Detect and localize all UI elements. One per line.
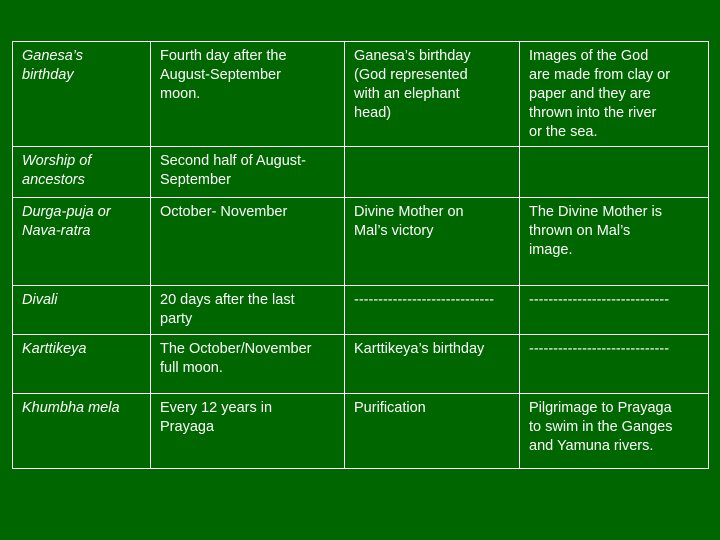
festival-name-cell: Worship of ancestors — [13, 147, 151, 198]
festival-name-cell: Karttikeya — [13, 335, 151, 394]
festival-name-cell: Ganesa’s birthday — [13, 42, 151, 147]
date-cell: 20 days after the last party — [151, 286, 345, 335]
custom-cell: ----------------------------- — [520, 335, 709, 394]
date-cell: Second half of August- September — [151, 147, 345, 198]
festivals-table — [12, 41, 709, 469]
festival-name-cell: Khumbha mela — [13, 394, 151, 469]
meaning-cell: Ganesa’s birthday (God represented with an elephant head) — [345, 42, 520, 147]
meaning-cell — [345, 147, 520, 198]
table-row — [13, 198, 709, 286]
date-cell: Every 12 years in Prayaga — [151, 394, 345, 469]
date-cell: Fourth day after the August-September moon. — [151, 42, 345, 147]
custom-cell — [520, 147, 709, 198]
table-row — [13, 335, 709, 394]
date-cell: October- November — [151, 198, 345, 286]
custom-cell: Pilgrimage to Prayaga to swim in the Ganges and Yamuna rivers. — [520, 394, 709, 469]
meaning-cell: Divine Mother on Mal’s victory — [345, 198, 520, 286]
meaning-cell: ----------------------------- — [345, 286, 520, 335]
custom-cell: ----------------------------- — [520, 286, 709, 335]
table-row — [13, 394, 709, 469]
custom-cell: The Divine Mother is thrown on Mal’s image. — [520, 198, 709, 286]
date-cell: The October/November full moon. — [151, 335, 345, 394]
festival-name-cell: Divali — [13, 286, 151, 335]
custom-cell: Images of the God are made from clay or paper and they are thrown into the river or the sea. — [520, 42, 709, 147]
table-row — [13, 42, 709, 147]
table-row — [13, 286, 709, 335]
table-row — [13, 147, 709, 198]
festival-name-cell: Durga-puja or Nava-ratra — [13, 198, 151, 286]
meaning-cell: Purification — [345, 394, 520, 469]
meaning-cell: Karttikeya’s birthday — [345, 335, 520, 394]
